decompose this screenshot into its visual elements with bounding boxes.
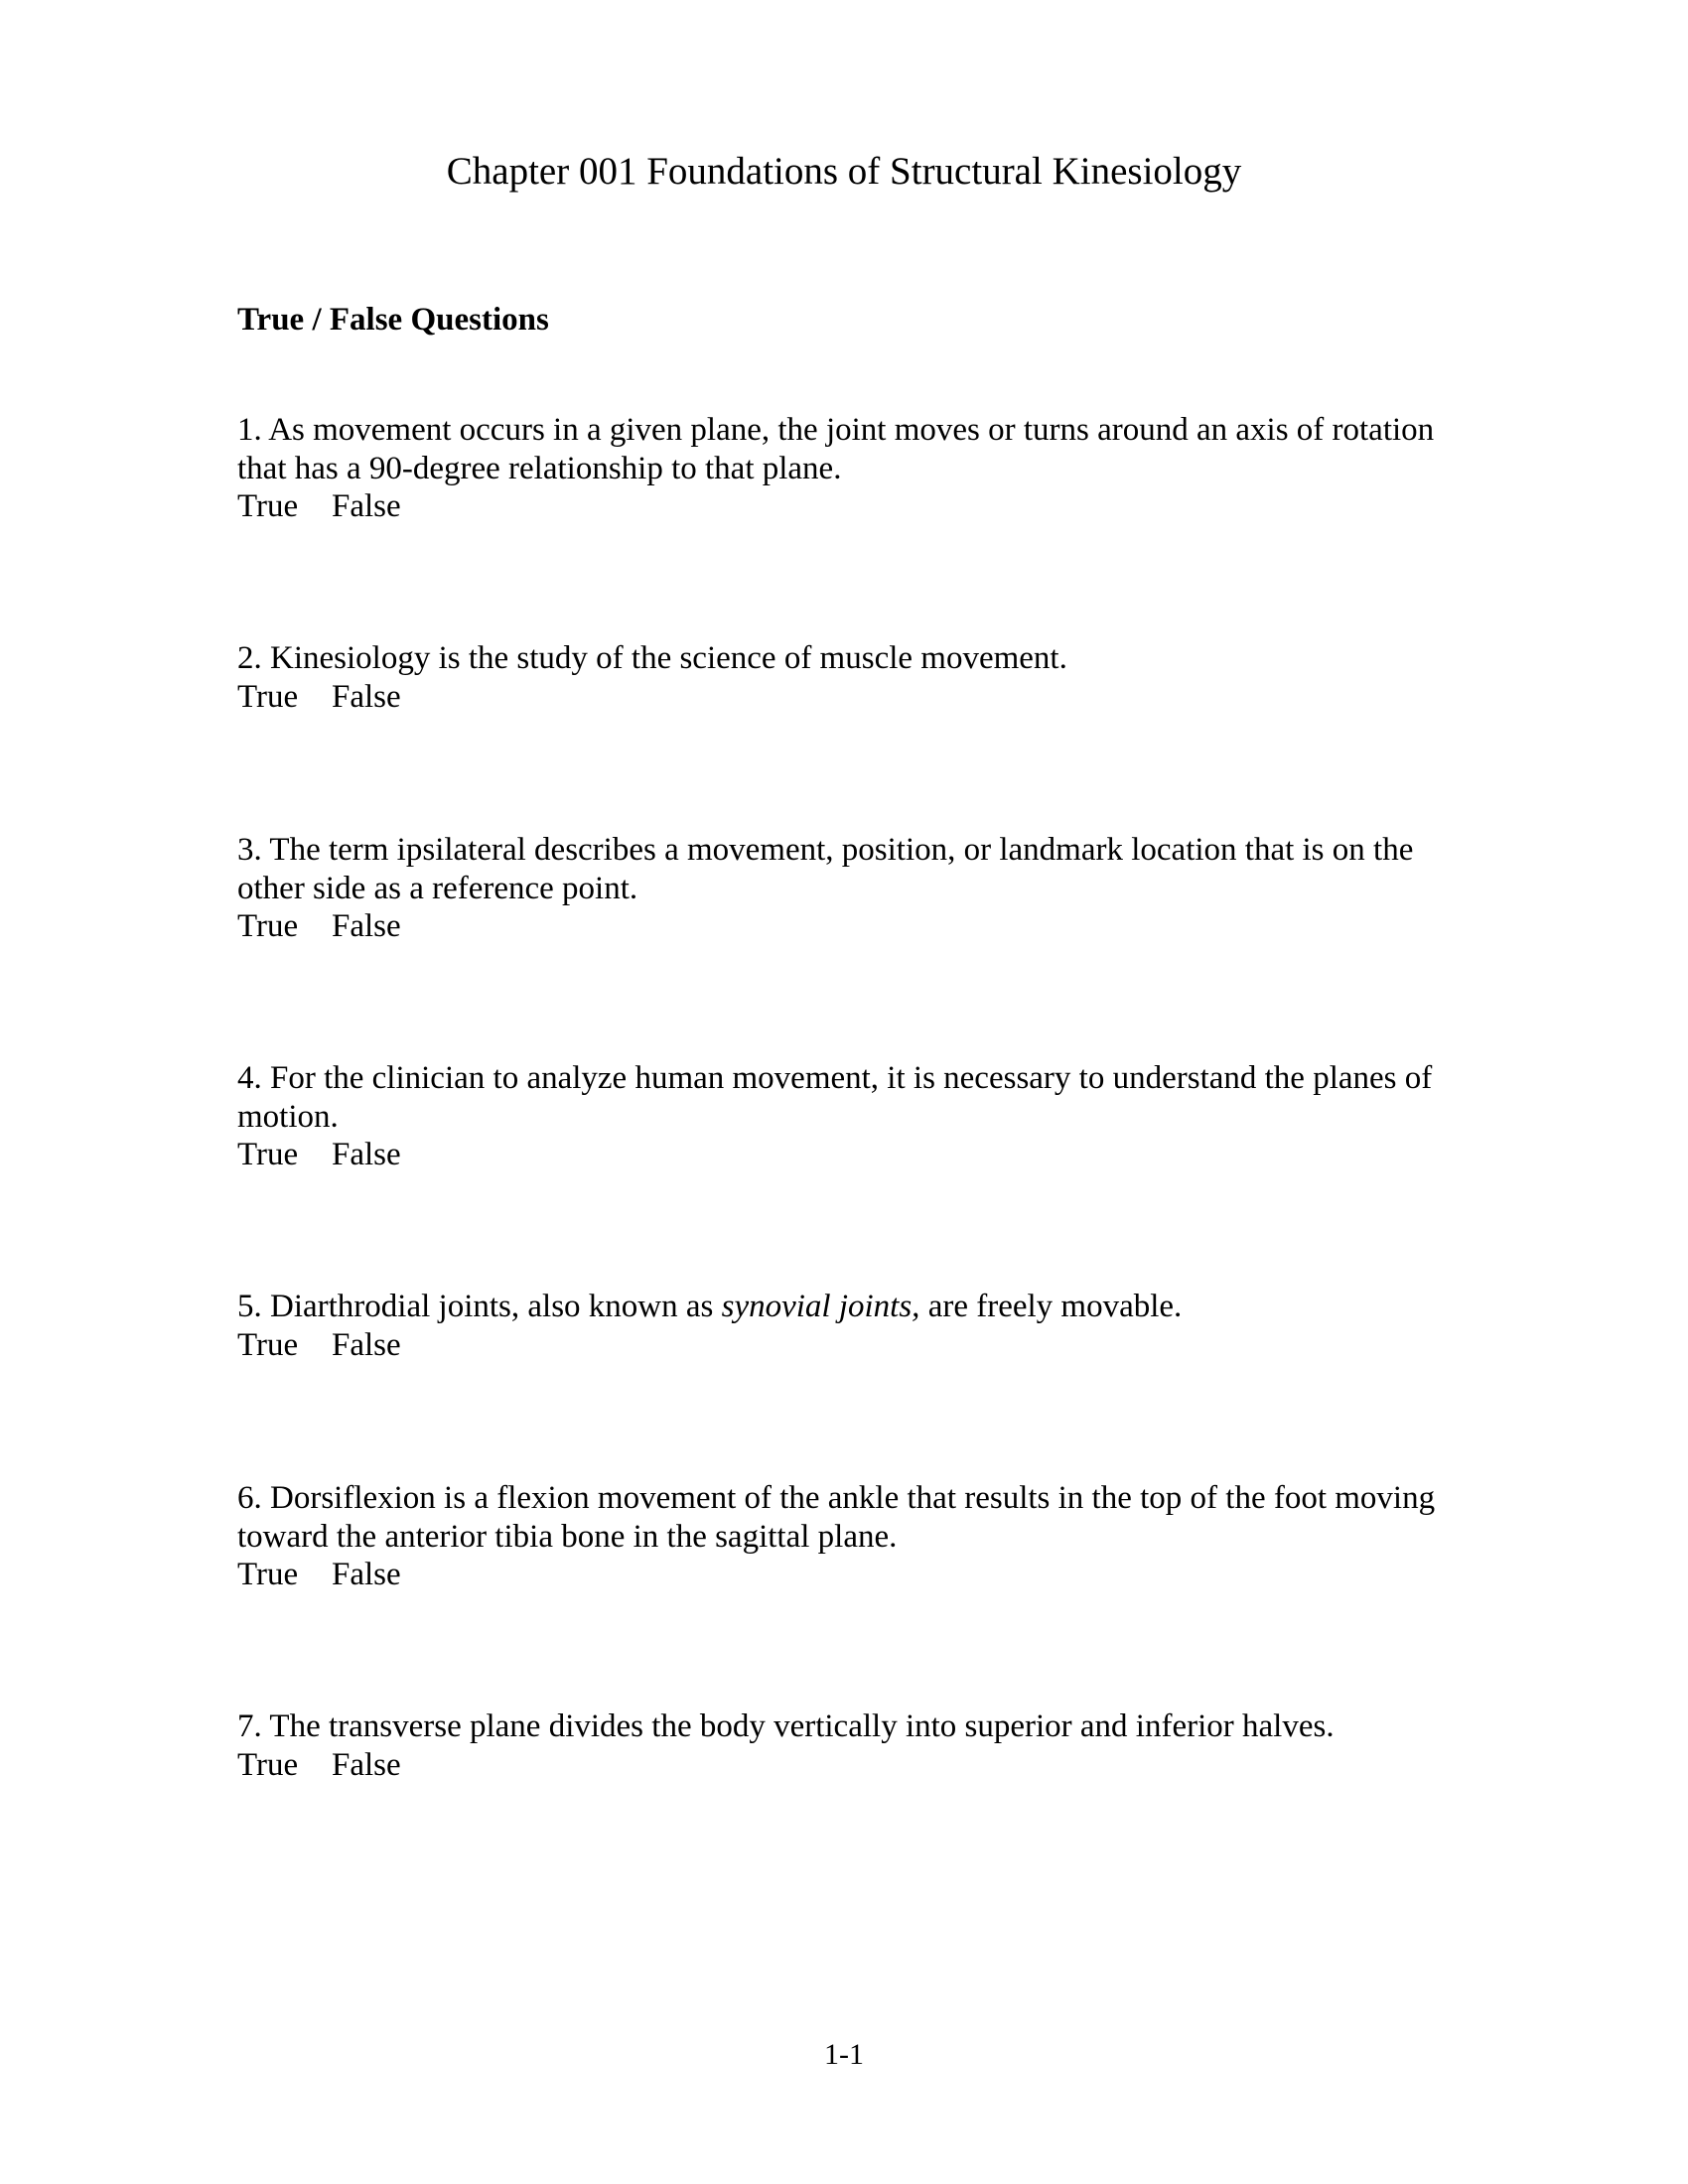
question-5 — [237, 1288, 1469, 1364]
option-true: True — [237, 1557, 299, 1592]
answer-options — [237, 487, 1469, 526]
question-text — [237, 831, 1469, 907]
question-body: The transverse plane divides the body vertically into superior and inferior halves. — [269, 1708, 1335, 1744]
question-number: 6. — [237, 1480, 262, 1516]
question-body: Dorsiflexion is a flexion movement of the ankle that results in the top of the foot moving toward the anterior tibia bone in the sagittal plane. — [237, 1480, 1436, 1555]
question-body: Kinesiology is the study of the science of muscle movement. — [270, 640, 1067, 676]
question-6 — [237, 1479, 1469, 1594]
option-false: False — [332, 1137, 401, 1172]
option-true: True — [237, 908, 299, 944]
question-body-end: are freely movable. — [919, 1289, 1183, 1324]
question-1 — [237, 411, 1469, 526]
question-body — [270, 1289, 1182, 1324]
answer-options — [237, 1326, 1469, 1365]
answer-options — [237, 1556, 1469, 1594]
page-number: 1-1 — [824, 2038, 864, 2071]
question-2 — [237, 639, 1469, 716]
answer-options — [237, 907, 1469, 946]
question-text — [237, 639, 1469, 678]
question-body: As movement occurs in a given plane, the joint moves or turns around an axis of rotation that has a 90-degree relationship to that plane. — [237, 412, 1435, 486]
answer-options — [237, 678, 1469, 717]
option-true: True — [237, 1746, 299, 1783]
option-true: True — [237, 488, 299, 524]
question-body-start: Diarthrodial joints, also known as — [270, 1289, 722, 1324]
question-number: 3. — [237, 832, 262, 868]
option-false: False — [332, 1746, 401, 1783]
question-text — [237, 1479, 1469, 1556]
option-false: False — [332, 1326, 401, 1363]
option-true: True — [237, 678, 299, 715]
question-number: 1. — [237, 412, 262, 448]
answer-options — [237, 1746, 1469, 1785]
question-text — [237, 1059, 1469, 1136]
question-number: 2. — [237, 640, 262, 676]
page-title: Chapter 001 Foundations of Structural Kinesiology — [446, 150, 1242, 193]
question-text — [237, 411, 1469, 487]
option-false: False — [332, 488, 401, 524]
answer-options — [237, 1136, 1469, 1174]
option-false: False — [332, 678, 401, 715]
question-number: 5. — [237, 1289, 262, 1324]
option-true: True — [237, 1326, 299, 1363]
option-false: False — [332, 1557, 401, 1592]
question-3 — [237, 831, 1469, 946]
question-number: 4. — [237, 1060, 262, 1096]
section-heading: True / False Questions — [237, 302, 549, 338]
question-4 — [237, 1059, 1469, 1174]
question-body-italic: synovial joints, — [721, 1289, 920, 1324]
option-false: False — [332, 908, 401, 944]
question-7 — [237, 1707, 1469, 1784]
question-number: 7. — [237, 1708, 262, 1744]
question-body: For the clinician to analyze human movement, it is necessary to understand the planes of motion. — [237, 1060, 1433, 1135]
question-text — [237, 1707, 1469, 1746]
option-true: True — [237, 1137, 299, 1172]
question-body: The term ipsilateral describes a movement, position, or landmark location that is on the other side as a reference point. — [237, 832, 1414, 906]
question-text — [237, 1288, 1469, 1326]
